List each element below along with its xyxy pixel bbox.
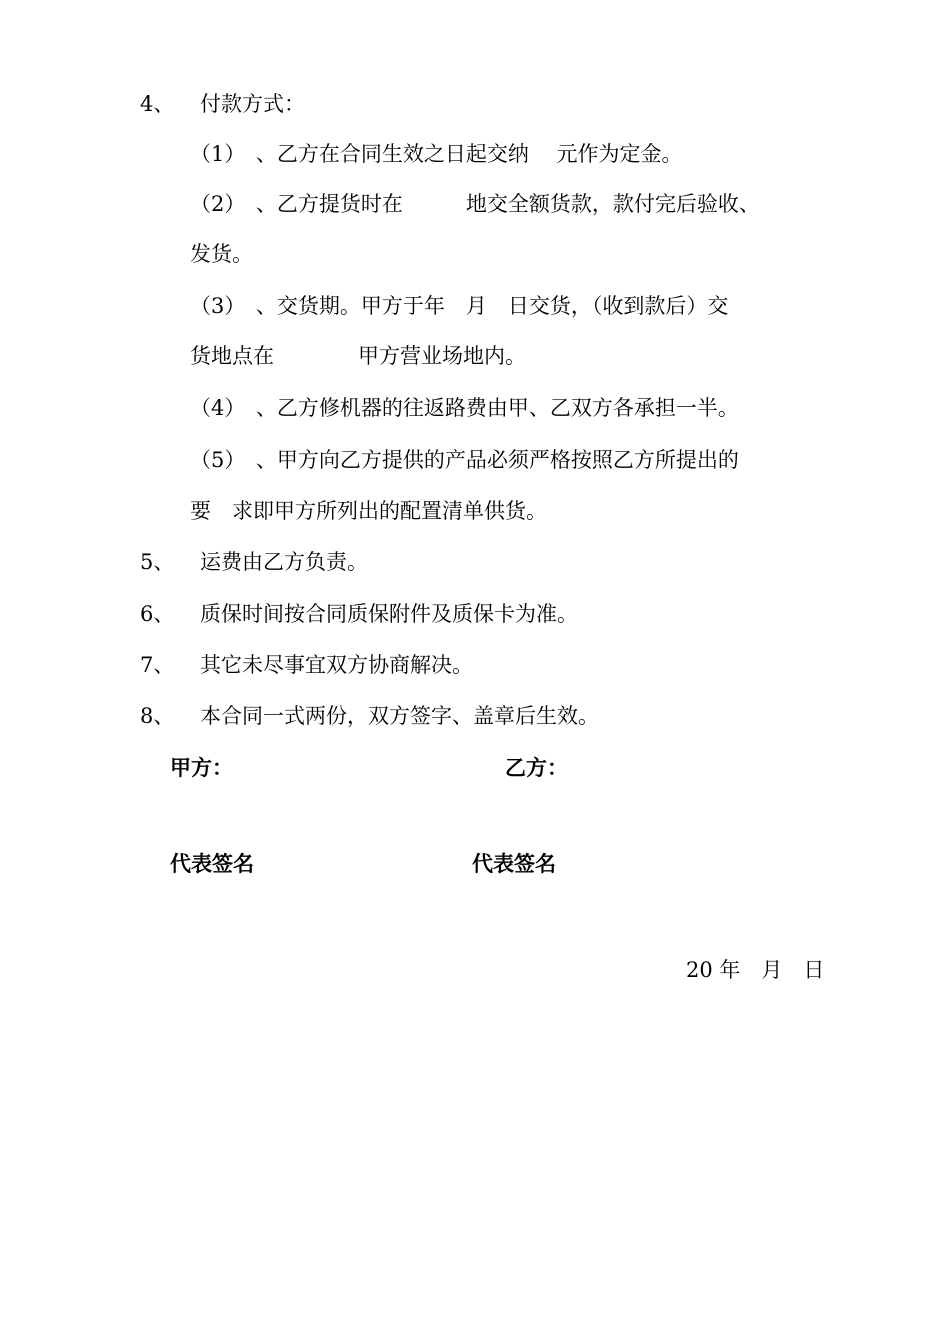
payment-term-3: （3） 、交货期。甲方于年 月 日交货，（收到款后）交 (190, 294, 729, 318)
payment-term-1: （1） 、乙方在合同生效之日起交纳 元作为定金。 (190, 142, 683, 166)
party-a-label: 甲方： (170, 756, 233, 780)
item-number: 5、 (140, 550, 175, 574)
payment-term-5-cont: 要 求即甲方所列出的配置清单供货。 (190, 499, 547, 523)
payment-term-5: （5） 、甲方向乙方提供的产品必须严格按照乙方所提出的 (190, 448, 739, 472)
item-text: 本合同一式两份，双方签字、盖章后生效。 (200, 704, 599, 728)
payment-term-2: （2） 、乙方提货时在 地交全额货款，款付完后验收、 (190, 192, 760, 216)
payment-term-4: （4） 、乙方修机器的往返路费由甲、乙双方各承担一半。 (190, 396, 739, 420)
party-b-label: 乙方： (505, 756, 568, 780)
item-text: 运费由乙方负责。 (200, 550, 368, 574)
date-line: 20 年 月 日 (686, 958, 825, 982)
payment-term-3-cont: 货地点在 甲方营业场地内。 (190, 344, 526, 368)
representative-b-label: 代表签名 (472, 852, 556, 876)
item-number: 7、 (140, 653, 175, 677)
payment-term-2-cont: 发货。 (190, 242, 253, 266)
representative-a-label: 代表签名 (170, 852, 254, 876)
item-text: 其它未尽事宜双方协商解决。 (200, 653, 473, 677)
item-text: 质保时间按合同质保附件及质保卡为准。 (200, 602, 578, 626)
item-number: 4、 (140, 92, 175, 116)
item-number: 6、 (140, 602, 175, 626)
item-text: 付款方式： (200, 92, 305, 116)
item-number: 8、 (140, 704, 175, 728)
